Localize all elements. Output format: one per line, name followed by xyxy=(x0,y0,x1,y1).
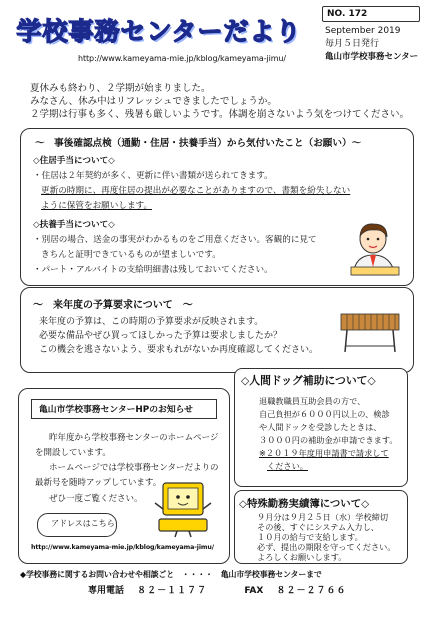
dependent-heading: ◇扶養手当について◇ xyxy=(33,220,115,230)
section1-heading: ～ 事後確認点検（通勤・住居・扶養手当）から気付いたこと（お願い）～ xyxy=(35,138,362,149)
homepage-notice-box xyxy=(18,388,230,564)
fax-label: FAX xyxy=(244,586,264,596)
intro-line: 夏休みも終わり、２学期が始まりました。 xyxy=(30,83,211,94)
hp-line: ぜひ一度ご覧ください。 xyxy=(49,494,143,504)
dependent-line: ・別居の場合、送金の事実がわかるものをご用意ください。客観的に見て xyxy=(33,235,317,245)
intro-line: ２学期は行事も多く、残暑も厳しいようです。体調を崩さないよう気をつけてください。 xyxy=(30,109,410,120)
issue-date: 毎月５日発行 xyxy=(325,39,380,49)
publisher: 亀山市学校事務センター xyxy=(325,52,419,62)
xylophone-illustration xyxy=(339,308,401,354)
hp-line: ホームページでは学校事務センターだよりの xyxy=(49,463,219,473)
dock-note: ※２０１９年度用申請書で請求して xyxy=(259,448,389,458)
housing-line: ・住居は２年契約が多く、更新に伴い書類が送られてきます。 xyxy=(33,171,273,181)
health-check-subsidy-box xyxy=(234,368,408,487)
intro-line: みなさん、休み中はリフレッシュできましたでしょうか。 xyxy=(30,96,277,107)
housing-line: ように保管をお願いします。 xyxy=(41,201,153,211)
phone-number: ８２－１１７７ xyxy=(137,586,208,596)
fax-number: ８２－２７６６ xyxy=(276,586,347,596)
hp-heading: 亀山市学校事務センターHPのお知らせ xyxy=(39,405,193,415)
address-bubble-text: アドレスはこちら xyxy=(51,519,115,528)
dock-line: 自己負担が６０００円以上の、検診 xyxy=(259,409,390,419)
contact-line: ◆学校事務に関するお問い合わせや相談ごと ・・・・ 亀山市学校事務センターまで xyxy=(20,570,322,579)
budget-line: 必要な備品やぜひ買ってほしかった予算は要求しましたか？ xyxy=(39,331,283,341)
phone-label: 専用電話 xyxy=(88,586,125,596)
dock-line: や人間ドックを受診したときは、 xyxy=(259,422,382,432)
budget-line: この機会を逃さないよう、要求もれがないか再度確認してください。 xyxy=(39,345,319,355)
special-line: １０月の給与で支給します。 xyxy=(257,532,363,542)
budget-request-section xyxy=(20,287,414,373)
header-url[interactable]: http://www.kameyama-mie.jp/kblog/kameyama-jimu/ xyxy=(78,54,286,63)
budget-line: 来年度の予算は、この時期の予算要求が反映されます。 xyxy=(39,317,264,327)
hp-url[interactable]: http://www.kameyama-mie.jp/kblog/kameyama-jimu/ xyxy=(31,544,214,551)
issue-info xyxy=(322,6,426,70)
office-worker-illustration xyxy=(343,217,405,279)
allowance-check-section xyxy=(20,128,414,286)
computer-mascot-icon xyxy=(151,479,215,539)
dock-line: ３０００円の補助金が申請できます。 xyxy=(259,435,398,445)
dependent-line: ・パート・アルバイトの支給明細書は残しておいてください。 xyxy=(33,265,273,275)
issue-date-en: September 2019 xyxy=(325,26,401,36)
newsletter-title: 学校事務センターだより xyxy=(16,17,302,46)
section2-heading: ～ 来年度の予算要求について ～ xyxy=(33,300,193,311)
dock-note: ください。 xyxy=(267,461,308,471)
hp-line: 最新号を随時アップしています。 xyxy=(35,478,162,488)
issue-number: NO. 172 xyxy=(322,6,420,22)
dependent-line: きちんと証明できているものが望ましいです。 xyxy=(41,250,221,260)
hp-line: 昨年度から学校事務センターのホームページ xyxy=(49,433,219,443)
housing-heading: ◇住居手当について◇ xyxy=(33,156,115,166)
special-duty-record-box xyxy=(234,490,408,564)
contact-numbers xyxy=(20,583,418,600)
special-line: ９月分は９月２５日（水）学校締切 xyxy=(257,512,389,522)
contact-footer xyxy=(20,566,418,600)
dock-heading: ◇人間ドッグ補助について◇ xyxy=(241,374,376,387)
special-line: 必ず、提出の期限を守ってください。 xyxy=(257,542,396,552)
housing-line: 更新の時期に、再度住居の提出が必要なことがありますので、書類を紛失しない xyxy=(41,186,351,196)
special-line: よろしくお願いします。 xyxy=(257,552,347,562)
intro-text xyxy=(30,82,426,121)
hp-line: を開設しています。 xyxy=(35,448,111,458)
special-line: その後、すぐにシステム入力し、 xyxy=(257,522,379,532)
special-heading: ◇特殊勤務実績簿について◇ xyxy=(239,498,370,510)
dock-line: 退職教職員互助会員の方で、 xyxy=(259,396,366,406)
